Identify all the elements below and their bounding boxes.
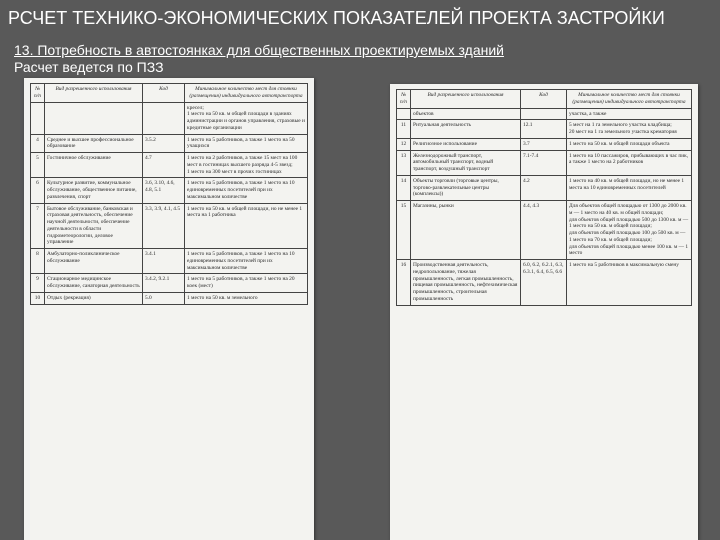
cell-use-type: Объекты торговли (торговые центры, торгово-развлекательные центры (комплексы)) — [411, 175, 521, 200]
table-row — [397, 260, 692, 306]
header-number: № п/п — [31, 84, 45, 103]
cell-use-type: Стационарное медицинское обслуживание, санаторная деятельность — [45, 274, 143, 293]
cell-code: 4.2 — [521, 175, 567, 200]
cell-code — [143, 102, 185, 134]
cell-use-type: Магазины, рынки — [411, 201, 521, 260]
cell-use-type — [45, 102, 143, 134]
cell-code: 3.4.2, 9.2.1 — [143, 274, 185, 293]
cell-number — [31, 102, 45, 134]
subtitle-requirement: 13. Потребность в автостоянках для общественных проектируемых зданий — [14, 42, 504, 58]
cell-code: 3.6, 3.10, 4.6, 4.8, 5.1 — [143, 178, 185, 203]
cell-use-type: Отдых (рекреация) — [45, 292, 143, 304]
cell-use-type: Гостиничное обслуживание — [45, 153, 143, 178]
cell-norm: кресел; 1 место на 50 кв. м общей площади в зданиях администрации и органов управления, страховые и кредитные организации — [185, 102, 308, 134]
cell-norm: 1 место на 5 работников, а также 1 место на 10 единовременных посетителей при их максимальном количестве — [185, 178, 308, 203]
cell-number: 8 — [31, 249, 45, 274]
cell-number: 10 — [31, 292, 45, 304]
header-use-type: Вид разрешенного использования — [411, 90, 521, 109]
table-row — [31, 153, 308, 178]
cell-number: 4 — [31, 134, 45, 153]
table-row — [31, 178, 308, 203]
cell-code: 4.7 — [143, 153, 185, 178]
cell-use-type: Ритуальная деятельность — [411, 120, 521, 139]
cell-number: 6 — [31, 178, 45, 203]
cell-code: 12.1 — [521, 120, 567, 139]
left-parking-table — [30, 83, 308, 305]
table-row — [397, 150, 692, 175]
cell-number: 15 — [397, 201, 411, 260]
header-use-type: Вид разрешенного использования — [45, 84, 143, 103]
cell-norm: участка, а также — [567, 108, 692, 120]
table-row — [31, 274, 308, 293]
cell-code: 7.1-7.4 — [521, 150, 567, 175]
document-page-left — [24, 78, 314, 540]
cell-number: 5 — [31, 153, 45, 178]
cell-use-type: Культурное развитие, коммунальное обслуживание, общественное питание, развлечения, спорт — [45, 178, 143, 203]
cell-use-type: Бытовое обслуживание, банковская и страховая деятельность, обеспечение научной деятельности, обеспечение деятельности в области гидрометеорологии, деловое управление — [45, 203, 143, 249]
cell-use-type: Железнодорожный транспорт, автомобильный транспорт, водный транспорт, воздушный транспорт — [411, 150, 521, 175]
cell-norm: 1 место на 5 работников в максимальную смену — [567, 260, 692, 306]
cell-norm: 1 место на 50 кв. м общей площади объекта — [567, 138, 692, 150]
table-header-row — [397, 90, 692, 109]
cell-use-type: Среднее и высшее профессиональное образование — [45, 134, 143, 153]
cell-number: 13 — [397, 150, 411, 175]
cell-norm: 1 место на 50 кв. м общей площади, но не менее 1 места на 1 работника — [185, 203, 308, 249]
header-code: Код — [521, 90, 567, 109]
cell-number: 14 — [397, 175, 411, 200]
cell-code: 3.5.2 — [143, 134, 185, 153]
cell-code: 4.4, 4.3 — [521, 201, 567, 260]
cell-norm: 1 место на 5 работников, а также 1 место на 10 единовременных посетителей при их максимальном количестве — [185, 249, 308, 274]
cell-use-type: Производственная деятельность, недропользование, тяжелая промышленность, легкая промышленность, пищевая промышленность, нефтехимическая промышленность, строительная промышленность — [411, 260, 521, 306]
cell-number: 11 — [397, 120, 411, 139]
cell-norm: 1 место на 2 работников, а также 15 мест на 100 мест в гостиницах высшего разряда 4-5 звезд; 1 место на 300 мест в прочих гостиницах — [185, 153, 308, 178]
cell-norm: 1 место на 5 работников, а также 1 место на 50 учащихся — [185, 134, 308, 153]
cell-code: 3.4.1 — [143, 249, 185, 274]
slide-subtitle — [14, 42, 504, 76]
header-code: Код — [143, 84, 185, 103]
table-row — [31, 203, 308, 249]
cell-code: 3.7 — [521, 138, 567, 150]
table-row — [31, 102, 308, 134]
cell-norm: 1 место на 10 пассажиров, прибывающих в час пик, а также 1 место на 2 работников — [567, 150, 692, 175]
document-page-right — [390, 84, 698, 540]
slide-title: РСЧЕТ ТЕХНИКО-ЭКОНОМИЧЕСКИХ ПОКАЗАТЕЛЕЙ ПРОЕКТА ЗАСТРОЙКИ — [8, 8, 665, 28]
table-row — [397, 201, 692, 260]
cell-code: 5.0 — [143, 292, 185, 304]
header-norm: Минимальное количество мест для стоянки (размещения) индивидуального автотранспорта — [567, 90, 692, 109]
right-parking-table — [396, 89, 692, 306]
table-row — [397, 120, 692, 139]
table-row — [31, 249, 308, 274]
cell-code: 3.3, 3.9, 4.1, 4.5 — [143, 203, 185, 249]
table-row — [397, 175, 692, 200]
cell-norm: Для объектов общей площадью от 1300 до 2000 кв. м — 1 место на 40 кв. м общей площади; для объектов общей площадью 500 до 1300 кв. м — 1 место на 50 кв. м общей площади; для объектов общей площадью 100 до 500 кв. м — 1 место на 70 кв. м общей площади; для объектов общей площадью менее 100 кв. м — 1 место — [567, 201, 692, 260]
cell-use-type: Амбулаторно-поликлиническое обслуживание — [45, 249, 143, 274]
cell-number: 12 — [397, 138, 411, 150]
table-header-row — [31, 84, 308, 103]
subtitle-basis: Расчет ведется по ПЗЗ — [14, 59, 164, 75]
table-row — [31, 292, 308, 304]
cell-norm: 1 место на 50 кв. м земельного — [185, 292, 308, 304]
cell-norm: 5 мест на 1 га земельного участка кладбища; 20 мест на 1 га земельного участка крематория — [567, 120, 692, 139]
cell-code: 6.0, 6.2, 6.2.1, 6.3, 6.3.1, 6.4, 6.5, 6.6 — [521, 260, 567, 306]
header-norm: Минимальное количество мест для стоянки (размещения) индивидуального автотранспорта — [185, 84, 308, 103]
cell-number: 16 — [397, 260, 411, 306]
cell-norm: 1 место на 40 кв. м общей площади, но не менее 1 места на 10 единовременных посетителей — [567, 175, 692, 200]
table-row — [397, 108, 692, 120]
cell-use-type: объектов — [411, 108, 521, 120]
header-number: № п/п — [397, 90, 411, 109]
table-row — [31, 134, 308, 153]
cell-code — [521, 108, 567, 120]
table-row — [397, 138, 692, 150]
cell-number: 7 — [31, 203, 45, 249]
cell-number: 9 — [31, 274, 45, 293]
cell-number — [397, 108, 411, 120]
cell-norm: 1 место на 5 работников, а также 1 место на 20 коек (мест) — [185, 274, 308, 293]
cell-use-type: Религиозное использование — [411, 138, 521, 150]
